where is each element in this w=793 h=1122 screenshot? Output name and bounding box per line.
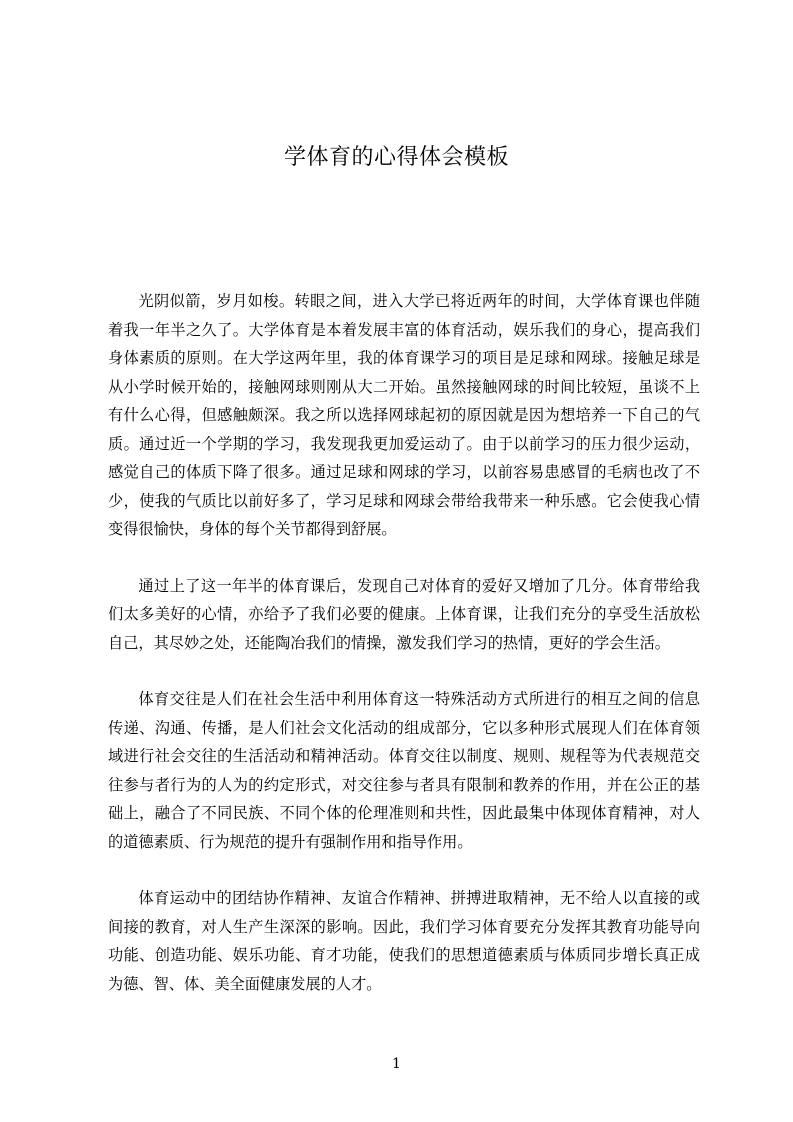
page-title: 学体育的心得体会模板 xyxy=(283,145,509,170)
paragraph-3: 体育交往是人们在社会生活中利用体育这一特殊活动方式所进行的相互之间的信息传递、沟通、传播，是人们社会文化活动的组成部分，它以多种形式展现人们在体育领域进行社会交往的生活活动和精神活动。体育交往以制度、规则、规程等为代表规范交往参与者行为的人为的约定形式，对交往参与者具有限制和教养的作用，并在公正的基础上，融合了不同民族、不同个体的伦理准则和共性，因此最集中体现体育精神，对人的道德素质、行为规范的提升有强制作用和指导作用。 xyxy=(108,690,700,851)
paragraph-4: 体育运动中的团结协作精神、友谊合作精神、拼搏进取精神，无不给人以直接的或间接的教育，对人生产生深深的影响。因此，我们学习体育要充分发挥其教育功能导向功能、创造功能、娱乐功能、育才功能，使我们的思想道德素质与体质同步增长真正成为德、智、体、美全面健康发展的人才。 xyxy=(108,889,700,993)
paragraph-2: 通过上了这一年半的体育课后，发现自己对体育的爱好又增加了几分。体育带给我们太多美好的心情，亦给予了我们必要的健康。上体育课，让我们充分的享受生活放松自己，其尽妙之处，还能陶冶我们的情操，激发我们学习的热情，更好的学会生活。 xyxy=(108,576,700,652)
paragraph-1: 光阴似箭，岁月如梭。转眼之间，进入大学已将近两年的时间，大学体育课也伴随着我一年半之久了。大学体育是本着发展丰富的体育活动，娱乐我们的身心，提高我们身体素质的原则。在大学这两年里，我的体育课学习的项目是足球和网球。接触足球是从小学时候开始的，接触网球则刚从大二开始。虽然接触网球的时间比较短，虽谈不上有什么心得，但感触颇深。我之所以选择网球起初的原因就是因为想培养一下自己的气质。通过近一个学期的学习，我发现我更加爱运动了。由于以前学习的压力很少运动，感觉自己的体质下降了很多。通过足球和网球的学习，以前容易患感冒的毛病也改了不少，使我的气质比以前好多了，学习足球和网球会带给我带来一种乐感。它会使我心情变得很愉快，身体的每个关节都得到舒展。 xyxy=(108,292,700,538)
document-body xyxy=(108,287,700,1026)
page-number: 1 xyxy=(392,1056,401,1072)
